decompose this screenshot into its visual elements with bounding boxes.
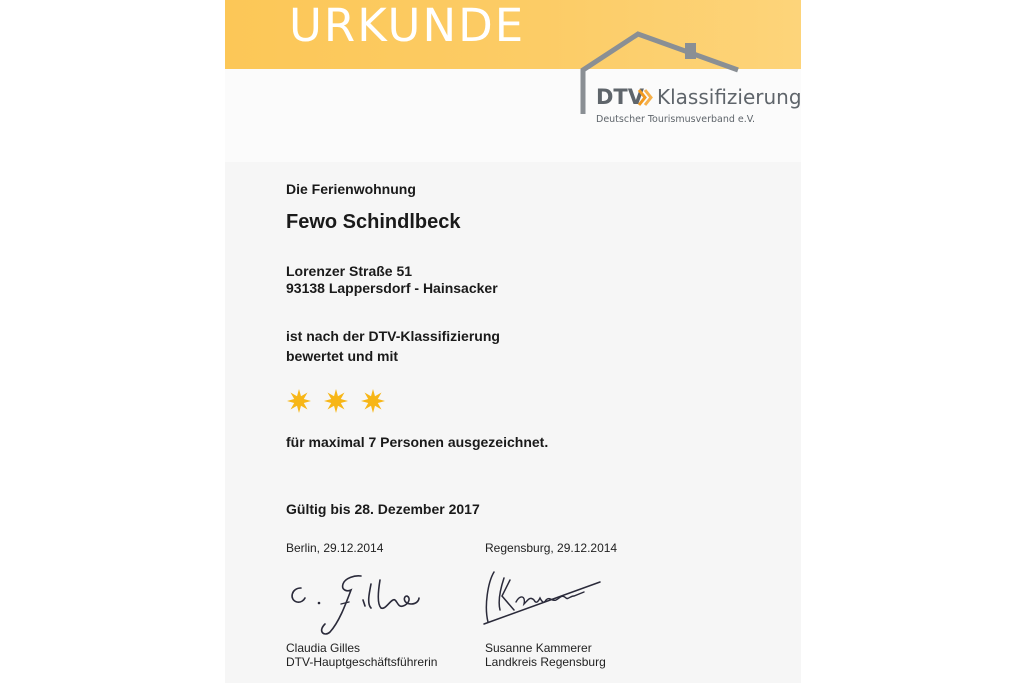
property-name: Fewo Schindlbeck [286, 211, 461, 233]
star-icon [286, 388, 312, 414]
description-line-2: bewertet und mit [286, 348, 399, 364]
right-signatory-title: Landkreis Regensburg [485, 655, 606, 669]
certificate-title: URKUNDE [289, 0, 526, 52]
award-text: für maximal 7 Personen ausgezeichnet. [286, 434, 549, 450]
logo-subtitle: Deutscher Tourismusverband e.V. [596, 114, 756, 125]
signature-left-icon [285, 566, 425, 638]
logo-chevrons-icon [637, 88, 657, 107]
validity-text: Gültig bis 28. Dezember 2017 [286, 501, 480, 517]
intro-text: Die Ferienwohnung [286, 181, 416, 197]
right-place-date: Regensburg, 29.12.2014 [485, 541, 618, 555]
description-line-1: ist nach der DTV-Klassifizierung [286, 328, 500, 344]
left-place-date: Berlin, 29.12.2014 [286, 541, 384, 555]
certificate-document [225, 0, 801, 683]
address-line-2: 93138 Lappersdorf - Hainsacker [286, 280, 498, 296]
address-line-1: Lorenzer Straße 51 [286, 263, 413, 279]
right-signatory-name: Susanne Kammerer [485, 641, 592, 655]
logo-name: Klassifizierung [657, 85, 802, 109]
star-rating [286, 388, 396, 414]
star-icon [323, 388, 349, 414]
logo-brand: DTV [596, 85, 645, 109]
left-signatory-title: DTV-Hauptgeschäftsführerin [286, 655, 438, 669]
signature-right-icon [480, 566, 610, 638]
left-signatory-name: Claudia Gilles [286, 641, 361, 655]
star-icon [360, 388, 386, 414]
